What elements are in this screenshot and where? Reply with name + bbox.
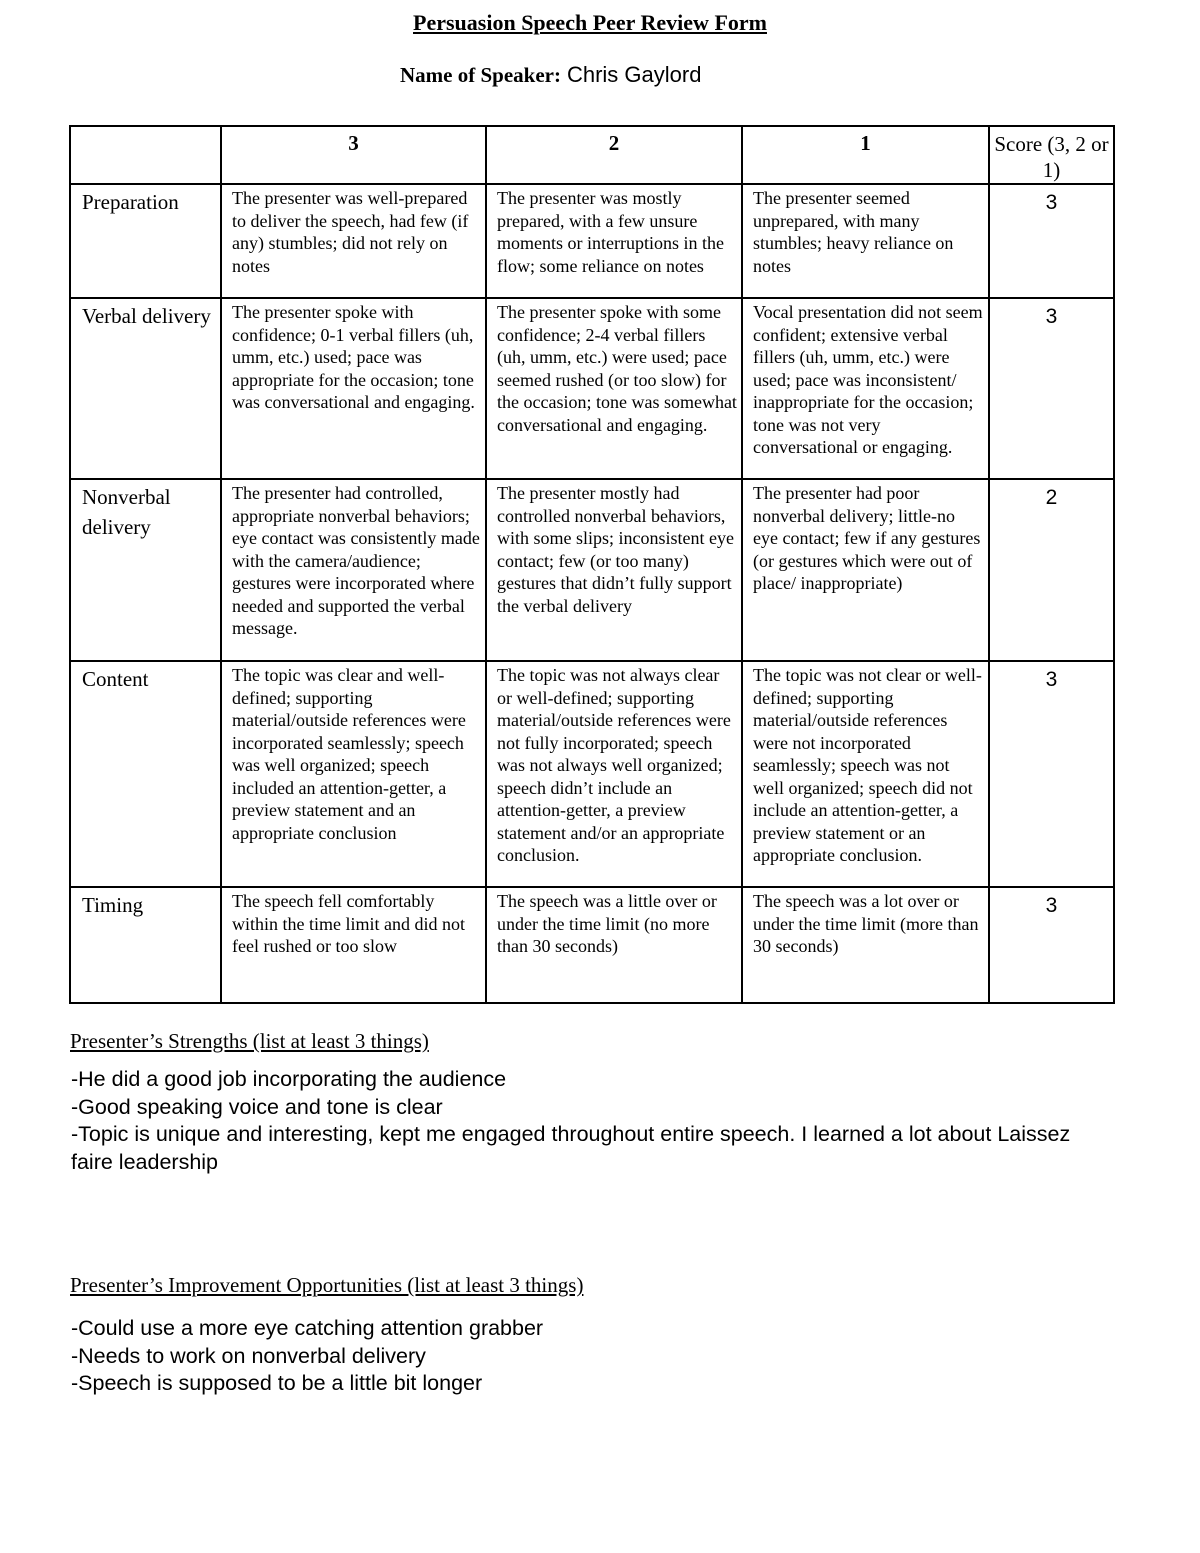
level-2-cell: The presenter was mostly prepared, with a few unsure moments or interruptions in the flow; some reliance on notes <box>486 184 742 298</box>
speaker-name[interactable]: Chris Gaylord <box>566 62 702 87</box>
table-row <box>70 661 1114 887</box>
criterion-cell: Preparation <box>70 184 221 298</box>
level-2-cell: The topic was not always clear or well-defined; supporting material/outside references were not fully incorporated; speech was not always well organized; speech didn’t include an attention-getter, a preview statement and/or an appropriate conclusion. <box>486 661 742 887</box>
score-cell[interactable]: 3 <box>989 887 1114 1003</box>
level-1-cell: Vocal presentation did not seem confident; extensive verbal fillers (uh, umm, etc.) were used; pace was inconsistent/ inappropriate for the occasion; tone was not very conversational or engaging. <box>742 298 989 479</box>
score-cell[interactable]: 3 <box>989 184 1114 298</box>
list-item: -Topic is unique and interesting, kept me engaged throughout entire speech. I learned a lot about Laissez faire leadership <box>71 1122 1071 1174</box>
strengths-heading: Presenter’s Strengths (list at least 3 things) <box>70 1029 429 1053</box>
list-item: -Good speaking voice and tone is clear <box>71 1094 443 1119</box>
table-row <box>70 887 1114 1003</box>
page-title: Persuasion Speech Peer Review Form <box>413 10 767 35</box>
improvements-list[interactable] <box>71 1315 1071 1398</box>
table-row <box>70 184 1114 298</box>
header-criterion <box>70 126 221 184</box>
criterion-cell: Verbal delivery <box>70 298 221 479</box>
list-item: -Could use a more eye catching attention grabber <box>71 1316 544 1340</box>
header-level-1: 1 <box>742 126 989 184</box>
level-3-cell: The speech fell comfortably within the time limit and did not feel rushed or too slow <box>221 887 486 1003</box>
criterion-cell: Nonverbal delivery <box>70 479 221 661</box>
table-row <box>70 479 1114 661</box>
strengths-list[interactable] <box>71 1066 1071 1176</box>
level-3-cell: The presenter spoke with confidence; 0-1 verbal fillers (uh, umm, etc.) used; pace was appropriate for the occasion; tone was conversational and engaging. <box>221 298 486 479</box>
speaker-label: Name of Speaker: <box>400 63 561 87</box>
score-cell[interactable]: 2 <box>989 479 1114 661</box>
list-item: -Speech is supposed to be a little bit longer <box>71 1371 483 1395</box>
criterion-cell: Timing <box>70 887 221 1003</box>
header-level-2: 2 <box>486 126 742 184</box>
level-3-cell: The presenter was well-prepared to deliver the speech, had few (if any) stumbles; did not rely on notes <box>221 184 486 298</box>
table-row <box>70 298 1114 479</box>
header-score: Score (3, 2 or 1) <box>989 126 1114 184</box>
level-1-cell: The speech was a lot over or under the time limit (more than 30 seconds) <box>742 887 989 1003</box>
speaker-line <box>400 62 701 88</box>
level-1-cell: The presenter seemed unprepared, with many stumbles; heavy reliance on notes <box>742 184 989 298</box>
level-1-cell: The topic was not clear or well-defined; supporting material/outside references were not incorporated seamlessly; speech was not well organized; speech did not include an attention-getter, a preview statement or an appropriate conclusion. <box>742 661 989 887</box>
level-1-cell: The presenter had poor nonverbal delivery; little-no eye contact; few if any gestures (or gestures which were out of place/ inappropriate) <box>742 479 989 661</box>
improvements-heading: Presenter’s Improvement Opportunities (list at least 3 things) <box>70 1273 584 1297</box>
level-2-cell: The presenter mostly had controlled nonverbal behaviors, with some slips; inconsistent eye contact; few (or too many) gestures that didn’t fully support the verbal delivery <box>486 479 742 661</box>
score-cell[interactable]: 3 <box>989 298 1114 479</box>
level-2-cell: The presenter spoke with some confidence; 2-4 verbal fillers (uh, umm, etc.) were used; pace seemed rushed (or too slow) for the occasion; tone was somewhat conversational and engaging. <box>486 298 742 479</box>
header-level-3: 3 <box>221 126 486 184</box>
list-item: -He did a good job incorporating the audience <box>71 1067 507 1091</box>
table-header-row <box>70 126 1114 184</box>
score-cell[interactable]: 3 <box>989 661 1114 887</box>
criterion-cell: Content <box>70 661 221 887</box>
level-3-cell: The presenter had controlled, appropriate nonverbal behaviors; eye contact was consistently made with the camera/audience; gestures were incorporated where needed and supported the verbal message. <box>221 479 486 661</box>
level-3-cell: The topic was clear and well-defined; supporting material/outside references were incorporated seamlessly; speech was well organized; speech included an attention-getter, a preview statement and an appropriate conclusion <box>221 661 486 887</box>
level-2-cell: The speech was a little over or under the time limit (no more than 30 seconds) <box>486 887 742 1003</box>
rubric-table <box>69 125 1115 1004</box>
list-item: -Needs to work on nonverbal delivery <box>71 1343 426 1368</box>
